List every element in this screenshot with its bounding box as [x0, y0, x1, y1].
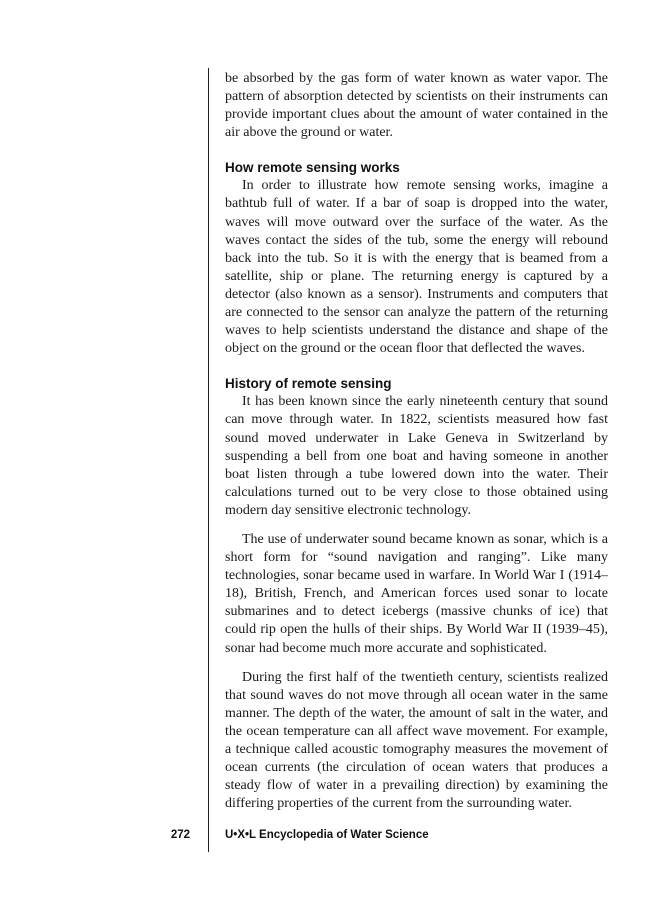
- page-number: 272: [170, 829, 190, 841]
- paragraph: In order to illustrate how remote sensing works, imagine a bathtub full of water. If a bar of soap is dropped into the water, waves will move outward over the surface of the water. As the waves contact the sides of the tub, some the energy will rebound back into the tub. So it is with the energy that is beamed from a satellite, ship or plane. The returning energy is captured by a detector (also known as a sensor). Instruments and computers that are connected to the sensor can analyze the pattern of the returning waves to help scientists understand the distance and shape of the object on the ground or the ocean floor that deflected the waves.: [225, 178, 608, 357]
- intro-paragraph: be absorbed by the gas form of water known as water vapor. The pattern of absorption detected by scientists on their instruments can provide important clues about the amount of water contained in the air above the ground or water.: [225, 71, 608, 141]
- page-body: [225, 70, 608, 813]
- margin-rule: [208, 68, 209, 852]
- paragraph: It has been known since the early nineteenth century that sound can move through water. In 1822, scientists measured how fast sound moved underwater in Lake Geneva in Switzerland by suspending a bell from one boat and having someone in another boat listen through a tube lowered down into the water. Their calculations turned out to be very close to those obtained using modern day sensitive electronic technology.: [225, 394, 608, 518]
- book-title-footer: U•X•L Encyclopedia of Water Science: [225, 829, 429, 841]
- paragraph: The use of underwater sound became known as sonar, which is a short form for “sound navigation and ranging”. Like many technologies, sonar became used in warfare. In World War I (1914–18), British, French, and American forces used sonar to locate submarines and to detect icebergs (massive chunks of ice) that could rip open the hulls of their ships. By World War II (1939–45), sonar had become much more accurate and sophisticated.: [225, 531, 608, 656]
- paragraph: During the first half of the twentieth century, scientists realized that sound waves do not move through all ocean water in the same manner. The depth of the water, the amount of salt in the water, and the ocean temperature can all affect wave movement. For example, a technique called acoustic tomography measures the movement of ocean currents (the circulation of ocean waters that produces a steady flow of water in a prevailing direction) by examining the differing properties of the current from the surrounding water.: [225, 669, 608, 812]
- section-heading-how-remote-sensing-works: How remote sensing works: [225, 160, 400, 176]
- section-heading-history-of-remote-sensing: History of remote sensing: [225, 376, 392, 392]
